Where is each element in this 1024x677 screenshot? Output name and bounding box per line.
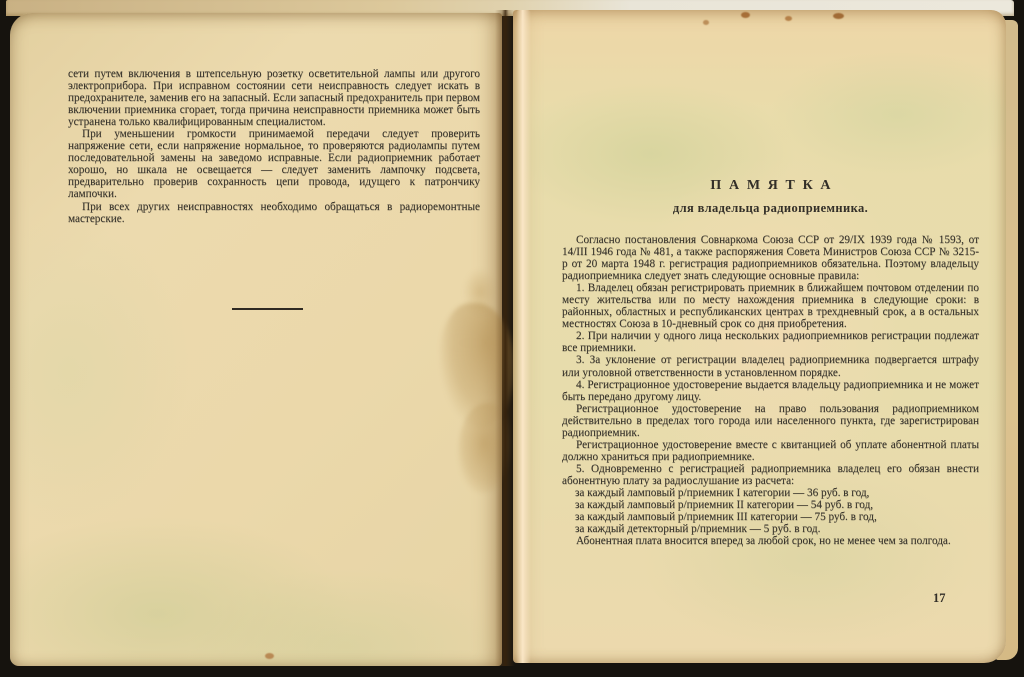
paragraph: При всех других неисправностях необходимо обращаться в радиоремонтные мастерские. [68,200,480,225]
paragraph: При уменьшении громкости принимаемой передачи следует проверить напряжение сети, если напряжение нормальное, то проверяются радиолампы путем последовательной замены на заведомо исправные. Если радиоприемник работает хорошо, но шкала не освещается — следует заменить лампочку подсвета, предварительно проверив сохранность цепи провода, идущего к патрончику лампочки. [68,128,480,201]
fee-line: за каждый детекторный р/приемник — 5 руб. в год. [575,523,821,536]
fee-line: за каждый ламповый р/приемник I категории — 36 руб. в год, [575,486,870,499]
foxing-spot [785,16,792,21]
paragraph: 2. При наличии у одного лица нескольких радиоприемников регистрации подлежат все приемники. [562,330,979,355]
paragraph: 5. Одновременно с регистрацией радиоприемника владелец его обязан внести абонентную плату за радиослушание из расчета: [562,462,979,487]
foxing-spot [265,653,274,659]
fee-line: за каждый ламповый р/приемник II категории — 54 руб. в год, [575,499,874,512]
fee-line: за каждый ламповый р/приемник III категории — 75 руб. в год, [575,511,877,524]
paragraph: Абонентная плата вносится вперед за любой срок, но не менее чем за полгода. [576,535,951,548]
paragraph: Согласно постановления Совнаркома Союза ССР от 29/IX 1939 года № 1593, от 14/III 1946 года № 481, а также распоряжения Совета Министров Союза ССР № 3215-р от 20 марта 1948 г. регистрация радиоприемников обязательна. Поэтому владельцу радиоприемника следует знать следующие основные правила: [562,234,979,283]
foxing-spot [703,20,709,25]
page-edge-highlight [516,10,531,663]
foxing-spot [833,13,844,19]
section-divider [232,308,303,310]
paragraph: Регистрационное удостоверение вместе с квитанцией об уплате абонентной платы должно храниться при радиоприемнике. [562,438,979,463]
paragraph: сети путем включения в штепсельную розетку осветительной лампы или другого электроприбора. При исправном состоянии сети неисправность следует искать в предохранителе, заменив его на запасный. Если запасный предохранитель при первом включении приемника сгорает, тогда причина неисправности приемника может быть устранена только квалифицированным специалистом. [68,68,480,129]
page-number: 17 [933,591,946,605]
paragraph: 1. Владелец обязан регистрировать приемник в ближайшем почтовом отделении по месту жительства или по месту нахождения приемника в следующие сроки: в районных, областных и республиканских центрах в трехдневный срок, а в остальных местностях Союза в 10-дневный срок со дня приобретения. [562,282,979,331]
memo-subtitle: для владельца радиоприемника. [672,201,869,215]
binding-shadow [495,10,515,666]
water-stain [463,268,497,316]
left-page-text-block [68,68,480,225]
right-page-text-block [562,234,979,547]
right-page [513,10,1006,663]
memo-title: ПАМЯТКА [710,178,839,193]
paragraph: Регистрационное удостоверение на право пользования радиоприемником действительно в пределах того города или населенного пункта, где зарегистрирован радиоприемник. [562,402,979,439]
paragraph: 4. Регистрационное удостоверение выдается владельцу радиоприемника и не может быть передано другому лицу. [562,378,979,403]
fee-list [562,487,979,535]
paragraph: 3. За уклонение от регистрации владелец радиоприемника подвергается штрафу или уголовной ответственности в установленном порядке. [562,354,979,379]
left-page [10,13,502,666]
foxing-spot [741,12,750,18]
